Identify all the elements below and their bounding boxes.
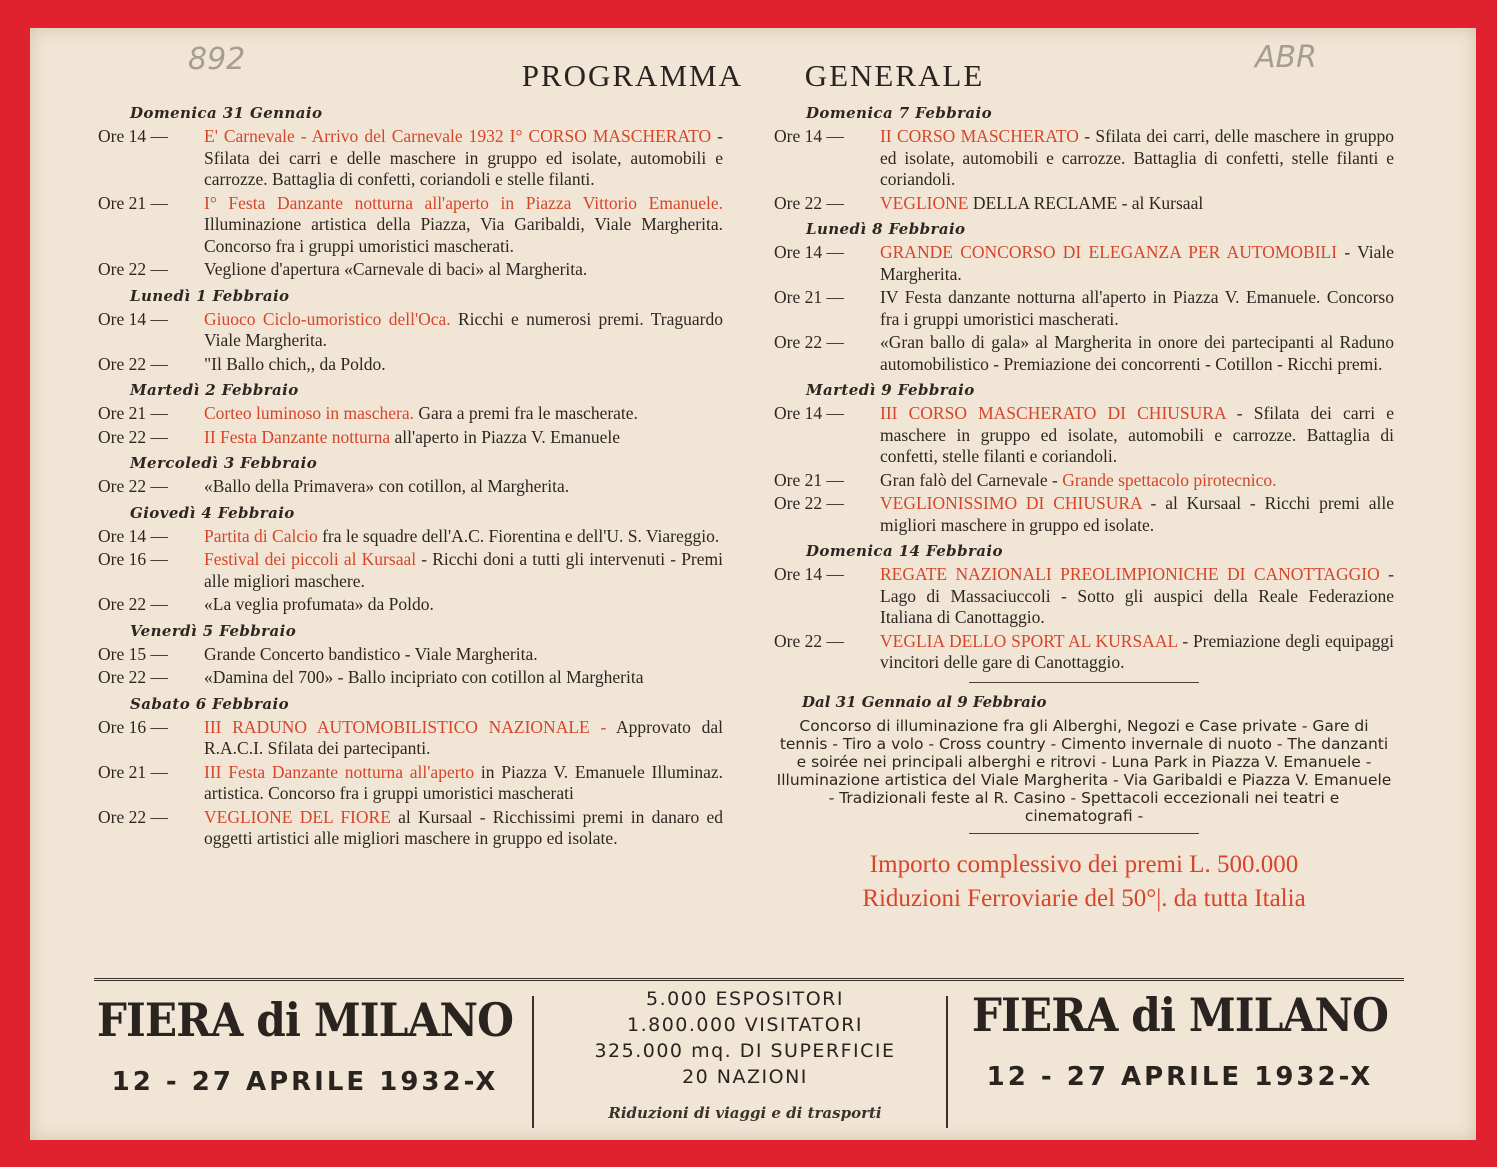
- event-text: «Gran ballo di gala» al Margherita in onore dei partecipanti al Raduno automobilistico - Premiazione dei concorrenti - Cotillon - Ricchi premi.: [880, 332, 1394, 374]
- entry-time: Ore 14 —: [774, 242, 844, 262]
- page-title: [30, 58, 1476, 94]
- entry-time: Ore 14 —: [774, 564, 844, 584]
- schedule-entry: [774, 493, 1394, 536]
- event-text: IV Festa danzante notturna all'aperto in Piazza V. Emanuele. Concorso fra i gruppi umoristici mascherati.: [880, 287, 1394, 329]
- entry-time: Ore 14 —: [98, 126, 168, 146]
- schedule-entry: [98, 193, 723, 258]
- fiera-ad-right: [950, 988, 1410, 1128]
- divider: [969, 682, 1199, 683]
- event-text: Illuminazione artistica della Piazza, Via Garibaldi, Viale Margherita. Concorso fra i gruppi umoristici mascherati.: [204, 214, 723, 256]
- title-word-1: PROGRAMMA: [521, 58, 743, 93]
- entry-time: Ore 22 —: [98, 426, 168, 447]
- event-text: «La veglia profumata» da Poldo.: [204, 594, 434, 614]
- event-text: Gran falò del Carnevale -: [880, 469, 1063, 490]
- fiera-dates: 12 - 27 APRILE 1932-X: [111, 1067, 499, 1097]
- event-text: DELLA RECLAME - al Kursaal: [968, 192, 1204, 213]
- footer-rule: [94, 978, 1404, 981]
- event-highlight: Partita di Calcio: [204, 525, 318, 546]
- event-highlight: VEGLIONE DEL FIORE: [204, 806, 391, 827]
- entry-description: [880, 287, 1394, 330]
- schedule-entry: [98, 126, 723, 191]
- day-heading: Domenica 31 Gennaio: [130, 104, 323, 122]
- schedule-entry: [774, 242, 1394, 285]
- entry-description: [880, 493, 1394, 536]
- event-text: - Premiazione degli equipaggi vincitori delle gare di Canottaggio.: [880, 630, 1395, 672]
- event-text: Gara a premi fra le mascherate.: [413, 403, 638, 423]
- entry-time: Ore 14 —: [98, 525, 168, 546]
- schedule-entry: [774, 332, 1394, 375]
- day-heading: Sabato 6 Febbraio: [130, 694, 290, 713]
- entry-description: [204, 644, 723, 666]
- entry-description: [204, 594, 723, 616]
- event-text: Veglione d'apertura «Carnevale di baci» al Margherita.: [204, 259, 588, 279]
- schedule-entry: [774, 564, 1394, 629]
- stat-line: 1.800.000 VISITATORI: [626, 1014, 864, 1036]
- entry-description: [204, 762, 723, 805]
- event-highlight: E' Carnevale - Arrivo del Carnevale 1932: [204, 126, 504, 146]
- entry-description: [880, 403, 1394, 468]
- period-heading: Dal 31 Gennaio al 9 Febbraio: [802, 692, 1047, 711]
- event-highlight: VEGLIONE: [880, 192, 969, 213]
- schedule-entry: [774, 470, 1394, 492]
- day-heading: Giovedì 4 Febbraio: [130, 503, 295, 522]
- entry-description: [880, 126, 1394, 191]
- schedule-entry: [98, 309, 723, 352]
- entry-description: [880, 242, 1394, 285]
- entry-time: Ore 16 —: [98, 716, 168, 737]
- event-text: fra le squadre dell'A.C. Fiorentina e dell'U. S. Viareggio.: [317, 525, 720, 546]
- entry-description: [204, 667, 723, 689]
- stat-line: 20 NAZIONI: [682, 1066, 808, 1088]
- fiera-stats: [540, 986, 950, 1126]
- entry-time: Ore 21 —: [98, 761, 168, 782]
- entry-time: Ore 22 —: [98, 806, 168, 827]
- day-heading: Domenica 14 Febbraio: [806, 542, 1003, 560]
- entry-time: Ore 14 —: [774, 403, 844, 423]
- schedule-entry: [98, 476, 723, 498]
- event-text: Grande Concerto bandistico - Viale Margherita.: [204, 643, 538, 664]
- entry-description: [880, 564, 1394, 629]
- entry-description: [204, 476, 723, 498]
- pencil-note-right: ABR: [1255, 40, 1317, 75]
- event-highlight: Corteo luminoso in maschera.: [204, 403, 414, 423]
- entry-time: Ore 15 —: [98, 643, 168, 664]
- event-highlight: VEGLIONISSIMO DI CHIUSURA: [880, 493, 1142, 513]
- pencil-note-left: 892: [188, 42, 246, 77]
- event-text: - Sfilata dei carri, delle maschere in gruppo ed isolate, automobili e carrozze. Battaglia di confetti, stelle filanti e coriandoli.: [880, 126, 1394, 189]
- event-highlight: Grande spettacolo pirotecnico.: [1062, 469, 1277, 490]
- entry-time: Ore 22 —: [774, 192, 844, 213]
- schedule-right-days: [774, 104, 1394, 674]
- schedule-entry: [98, 644, 723, 666]
- schedule-entry: [98, 526, 723, 548]
- schedule-entry: [774, 631, 1394, 674]
- schedule-entry: [98, 594, 723, 616]
- event-text: - Sfilata dei carri e maschere in gruppo ed isolate, automobili e carrozze. Battaglia di confetti, stelle filanti e coriandoli.: [880, 403, 1394, 466]
- entry-time: Ore 21 —: [774, 287, 844, 307]
- event-highlight: REGATE NAZIONALI PREOLIMPIONICHE DI CANOTTAGGIO: [880, 564, 1380, 584]
- day-heading: Lunedì 8 Febbraio: [806, 220, 966, 238]
- day-heading: Mercoledì 3 Febbraio: [130, 454, 318, 472]
- period-events: Concorso di illuminazione fra gli Alberghi, Negozi e Case private - Gare di tennis - Tiro a volo - Cross country - Cimento invernale di nuoto - The danzanti e soirée nei principali alberghi e ritrovi - Luna Park in Piazza V. Emanuele - Illuminazione artistica del Viale Margherita - Via Garibaldi e Piazza V. Emanuele - Tradizionali feste al R. Casino - Spettacoli eccezionali nei teatri e cinematografi -: [776, 716, 1392, 825]
- event-text: all'aperto in Piazza V. Emanuele: [390, 426, 621, 447]
- entry-description: [204, 309, 723, 352]
- schedule-entry: [98, 762, 723, 805]
- day-heading: Lunedì 1 Febbraio: [130, 286, 290, 305]
- entry-description: [204, 549, 723, 592]
- schedule-entry: [98, 717, 723, 760]
- event-text: - Ricchi doni a tutti gli intervenuti - Premi alle migliori maschere.: [204, 549, 723, 591]
- day-heading: Martedì 2 Febbraio: [130, 381, 299, 399]
- event-text: in Piazza V. Emanuele Illuminaz. artistica. Concorso fra i gruppi umoristici mascherati: [204, 761, 723, 803]
- event-highlight: III Festa Danzante notturna all'aperto: [204, 761, 475, 782]
- title-word-2: GENERALE: [804, 58, 985, 93]
- prize-total: Importo complessivo dei premi L. 500.000: [869, 850, 1299, 878]
- entry-time: Ore 22 —: [98, 259, 168, 279]
- entry-time: Ore 22 —: [774, 332, 844, 352]
- event-text: - al Kursaal - Ricchi premi alle migliori maschere in gruppo ed isolate.: [880, 493, 1394, 535]
- event-highlight: GRANDE CONCORSO DI ELEGANZA PER AUTOMOBILI: [880, 242, 1338, 262]
- event-text: «Ballo della Primavera» con cotillon, al Margherita.: [204, 476, 570, 496]
- entry-description: [204, 427, 723, 449]
- event-text: Ricchi e numerosi premi. Traguardo Viale Margherita.: [204, 308, 723, 350]
- entry-time: Ore 22 —: [774, 630, 844, 651]
- entry-description: [204, 259, 723, 281]
- schedule-entry: [98, 807, 723, 850]
- day-heading: Domenica 7 Febbraio: [806, 104, 993, 122]
- schedule-entry: [774, 193, 1394, 215]
- entry-description: [204, 526, 723, 548]
- schedule-entry: [774, 287, 1394, 330]
- event-text: - Sfilata dei carri e delle maschere in gruppo ed isolate, automobili e carrozze. Battaglia di confetti, coriandoli e stelle filanti.: [204, 126, 724, 189]
- schedule-entry: [774, 403, 1394, 468]
- fiera-name: FIERA di MILANO: [96, 993, 514, 1047]
- event-text: Approvato dal R.A.C.I. Sfilata dei partecipanti.: [204, 716, 723, 758]
- event-text: - Viale Margherita.: [880, 242, 1394, 284]
- entry-description: [880, 332, 1394, 375]
- entry-description: [204, 354, 723, 376]
- flyer-sheet: [30, 28, 1476, 1140]
- schedule-entry: [98, 549, 723, 592]
- entry-time: Ore 22 —: [98, 594, 168, 614]
- event-highlight: Festival dei piccoli al Kursaal: [204, 549, 417, 569]
- stat-line: 325.000 mq. DI SUPERFICIE: [594, 1040, 896, 1062]
- event-highlight: II Festa Danzante notturna: [204, 426, 391, 447]
- entry-description: [204, 403, 723, 425]
- schedule-entry: [98, 667, 723, 689]
- schedule-entry: [774, 126, 1394, 191]
- event-highlight: VEGLIA DELLO SPORT AL KURSAAL: [880, 630, 1178, 651]
- fiera-name: FIERA di MILANO: [971, 988, 1389, 1042]
- event-highlight: III RADUNO AUTOMOBILISTICO NAZIONALE -: [204, 716, 607, 737]
- entry-time: Ore 22 —: [774, 493, 844, 513]
- railway-discount: Riduzioni Ferroviarie del 50°|. da tutta Italia: [862, 884, 1306, 912]
- fiera-dates: 12 - 27 APRILE 1932-X: [986, 1062, 1374, 1092]
- schedule-entry: [98, 403, 723, 425]
- footer-separator: [532, 996, 534, 1128]
- event-text: al Kursaal - Ricchissimi premi in danaro ed oggetti artistici alle migliori maschere in gruppo ed isolate.: [204, 806, 723, 848]
- event-highlight: I° CORSO MASCHERATO: [509, 126, 712, 146]
- stats-note: Riduzioni di viaggi e di trasporti: [608, 1104, 882, 1122]
- entry-time: Ore 16 —: [98, 549, 168, 569]
- event-highlight: Giuoco Ciclo-umoristico dell'Oca.: [204, 308, 451, 329]
- entry-time: Ore 21 —: [98, 192, 168, 213]
- entry-description: [880, 470, 1394, 492]
- day-heading: Venerdì 5 Febbraio: [130, 621, 297, 640]
- footer-separator: [946, 996, 948, 1128]
- entry-description: [204, 126, 723, 191]
- entry-time: Ore 22 —: [98, 476, 168, 496]
- event-text: «Damina del 700» - Ballo incipriato con cotillon al Margherita: [204, 667, 644, 687]
- fiera-ad-left: [70, 993, 540, 1133]
- schedule-entry: [98, 354, 723, 376]
- schedule-left-column: [98, 98, 723, 852]
- entry-description: [204, 807, 723, 850]
- entry-description: [880, 631, 1394, 674]
- divider: [969, 833, 1199, 834]
- event-text: - Lago di Massaciuccoli - Sotto gli auspici della Reale Federazione Italiana di Canottaggio.: [880, 564, 1395, 627]
- entry-description: [880, 193, 1394, 215]
- day-heading: Martedì 9 Febbraio: [806, 381, 975, 399]
- entry-time: Ore 21 —: [98, 403, 168, 423]
- entry-description: [204, 717, 723, 760]
- entry-time: Ore 14 —: [774, 126, 844, 146]
- schedule-right-column: [774, 98, 1394, 916]
- event-text: "Il Ballo chich,, da Poldo.: [204, 353, 386, 374]
- schedule-entry: [98, 427, 723, 449]
- entry-time: Ore 21 —: [774, 469, 844, 490]
- prizes-block: [774, 848, 1394, 916]
- entry-time: Ore 22 —: [98, 353, 168, 374]
- event-highlight: I° Festa Danzante notturna all'aperto in Piazza Vittorio Emanuele.: [204, 192, 723, 213]
- stat-line: 5.000 ESPOSITORI: [646, 988, 844, 1010]
- schedule-entry: [98, 259, 723, 281]
- entry-time: Ore 22 —: [98, 667, 168, 687]
- entry-time: Ore 14 —: [98, 308, 168, 329]
- event-highlight: II CORSO MASCHERATO: [880, 126, 1079, 146]
- entry-description: [204, 193, 723, 258]
- event-highlight: III CORSO MASCHERATO DI CHIUSURA: [880, 403, 1226, 423]
